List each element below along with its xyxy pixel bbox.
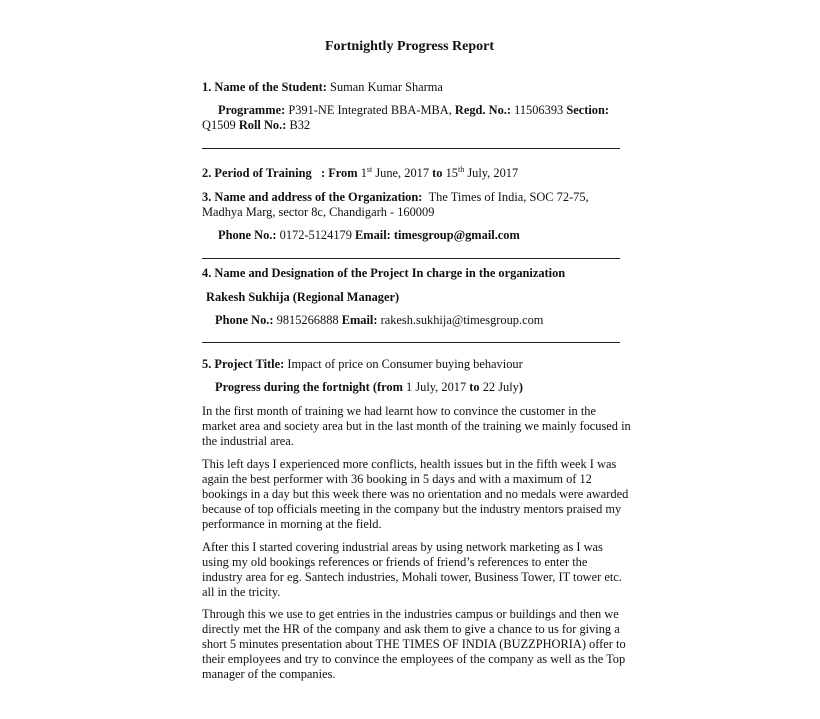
paragraph-line: directly met the HR of the company and ask them to give a chance to us for giving a (202, 622, 620, 636)
period-start-suffix: st (366, 164, 373, 174)
incharge-email: rakesh.sukhija@timesgroup.com (380, 313, 544, 327)
paragraph-line: market area and society area but in the last month of the training we mainly focused in (202, 419, 631, 433)
paragraph-line: all in the tricity. (202, 585, 281, 599)
report-title: Fortnightly Progress Report (325, 39, 495, 54)
organization-email: timesgroup@gmail.com (393, 228, 520, 242)
incharge-phone-label: Phone No.: (215, 313, 274, 327)
project-incharge-name: Rakesh Sukhija (Regional Manager) (206, 290, 400, 304)
programme-value: P391-NE Integrated BBA-MBA, (288, 103, 452, 117)
period-from-label: : From (320, 166, 358, 180)
divider (202, 148, 620, 149)
period-to-label: to (432, 166, 443, 180)
organization-address-2: Madhya Marg, sector 8c, Chandigarh - 160009 (202, 205, 435, 219)
progress-to-label: to (469, 380, 480, 394)
progress-from-date: 1 July, 2017 (406, 380, 467, 394)
paragraph-line: short 5 minutes presentation about THE TIMES OF INDIA (BUZZPHORIA) offer to (202, 637, 626, 651)
section-roll-line (202, 118, 310, 133)
student-name-line (202, 80, 443, 95)
progress-label: Progress during the fortnight (from (215, 380, 403, 394)
organization-phone-label: Phone No.: (218, 228, 277, 242)
organization-address-1: The Times of India, SOC 72-75, (428, 190, 589, 204)
period-end-rest: July, 2017 (467, 166, 519, 180)
organization-line (202, 190, 589, 205)
incharge-email-label: Email: (341, 313, 378, 327)
paragraph-line: performance in morning at the field. (202, 517, 382, 531)
period-end-suffix: th (457, 164, 465, 174)
paragraph-line: After this I started covering industrial areas by using network marketing as I was (202, 540, 603, 554)
paragraph-line: industry area for eg. Santech industries, Mohali tower, Business Tower, IT tower etc. (202, 570, 622, 584)
organization-phone: 0172-5124179 (279, 228, 352, 242)
regd-label: Regd. No.: (454, 103, 511, 117)
paragraph-line: again the best performer with 36 booking in 5 days and with a maximum of 12 (202, 472, 592, 486)
paragraph-line: bookings in a day but this week there was no orientation and no medals were awarded (202, 487, 629, 501)
progress-heading (215, 380, 523, 395)
progress-to-date: 22 July (482, 380, 519, 394)
project-title-line (202, 357, 523, 372)
incharge-phone: 9815266888 (276, 313, 339, 327)
paragraph-line: In the first month of training we had learnt how to convince the customer in the (202, 404, 596, 418)
student-name-label: 1. Name of the Student: (202, 80, 327, 94)
paragraph-line: the industrial area. (202, 434, 294, 448)
project-title: Impact of price on Consumer buying behaviour (287, 357, 523, 371)
regd-value: 11506393 (514, 103, 564, 117)
organization-label: 3. Name and address of the Organization: (202, 190, 423, 204)
project-incharge-contact-line (215, 313, 543, 328)
divider (202, 342, 620, 343)
period-end-day: 15 (445, 166, 458, 180)
paragraph-line: Through this we use to get entries in the industries campus or buildings and then we (202, 607, 619, 621)
roll-label: Roll No.: (238, 118, 287, 132)
section-label: Section: (566, 103, 609, 117)
paragraph-line: manager of the companies. (202, 667, 336, 681)
paragraph-line: using my old bookings references or friends of friend’s references to enter the (202, 555, 588, 569)
programme-line (218, 103, 609, 118)
period-start-day: 1 (360, 166, 367, 180)
organization-email-label: Email: (355, 228, 391, 242)
period-start-rest: June, 2017 (375, 166, 430, 180)
programme-label: Programme: (218, 103, 286, 117)
divider (202, 258, 620, 259)
paragraph-line: This left days I experienced more conflicts, health issues but in the fifth week I was (202, 457, 617, 471)
student-name: Suman Kumar Sharma (330, 80, 443, 94)
project-incharge-label: 4. Name and Designation of the Project In charge in the organization (202, 266, 566, 280)
period-label: 2. Period of Training (202, 166, 312, 180)
paragraph-line: their employees and try to convince the employees of the company as well as the Top (202, 652, 626, 666)
roll-value: B32 (289, 118, 311, 132)
project-title-label: 5. Project Title: (202, 357, 285, 371)
paragraph-line: because of top officials meeting in the company but the industry mentors praised my (202, 502, 622, 516)
period-line (202, 166, 518, 181)
organization-contact-line (218, 228, 520, 243)
progress-close: ) (518, 380, 523, 394)
section-value: Q1509 (202, 118, 236, 132)
